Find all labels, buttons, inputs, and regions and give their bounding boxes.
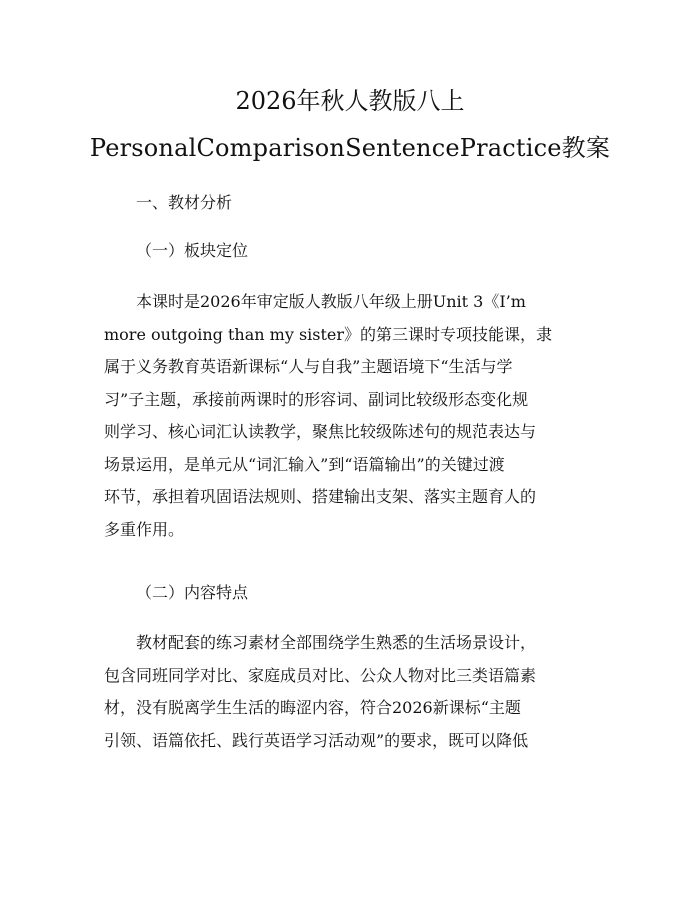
- subsection-heading-positioning: （一）板块定位: [136, 241, 249, 260]
- document-title-line-1: 2026年秋人教版八上: [235, 87, 465, 115]
- paragraph-line: 场景运用，是单元从“词汇输入”到“语篇输出”的关键过渡: [104, 454, 505, 474]
- paragraph-line: 则学习、核心词汇认读教学，聚焦比较级陈述句的规范表达与: [104, 422, 537, 441]
- paragraph-line: 教材配套的练习素材全部围绕学生熟悉的生活场景设计，: [136, 633, 537, 652]
- paragraph-line: 属于义务教育英语新课标“人与自我”主题语境下“生活与学: [104, 357, 513, 376]
- subsection-heading-content-features: （二）内容特点: [136, 583, 249, 602]
- document-title-line-2: PersonalComparisonSentencePractice教案: [89, 134, 611, 162]
- paragraph-content-features: [104, 627, 600, 757]
- paragraph-line: more outgoing than my sister》的第三课时专项技能课，隶: [104, 324, 553, 344]
- paragraph-line: 环节，承担着巩固语法规则、搭建输出支架、落实主题育人的: [104, 487, 537, 506]
- section-heading-material-analysis: 一、教材分析: [136, 193, 233, 212]
- paragraph-line: 多重作用。: [104, 519, 185, 539]
- paragraph-line: 本课时是2026年审定版人教版八年级上册Unit 3《I’m: [136, 292, 526, 311]
- paragraph-line: 引领、语篇依托、践行英语学习活动观”的要求，既可以降低: [104, 730, 529, 750]
- paragraph-line: 习”子主题，承接前两课时的形容词、副词比较级形态变化规: [104, 389, 529, 409]
- paragraph-line: 包含同班同学对比、家庭成员对比、公众人物对比三类语篇素: [104, 665, 537, 685]
- paragraph-positioning: [104, 286, 600, 546]
- paragraph-line: 材，没有脱离学生生活的晦涩内容，符合2026新课标“主题: [104, 698, 521, 717]
